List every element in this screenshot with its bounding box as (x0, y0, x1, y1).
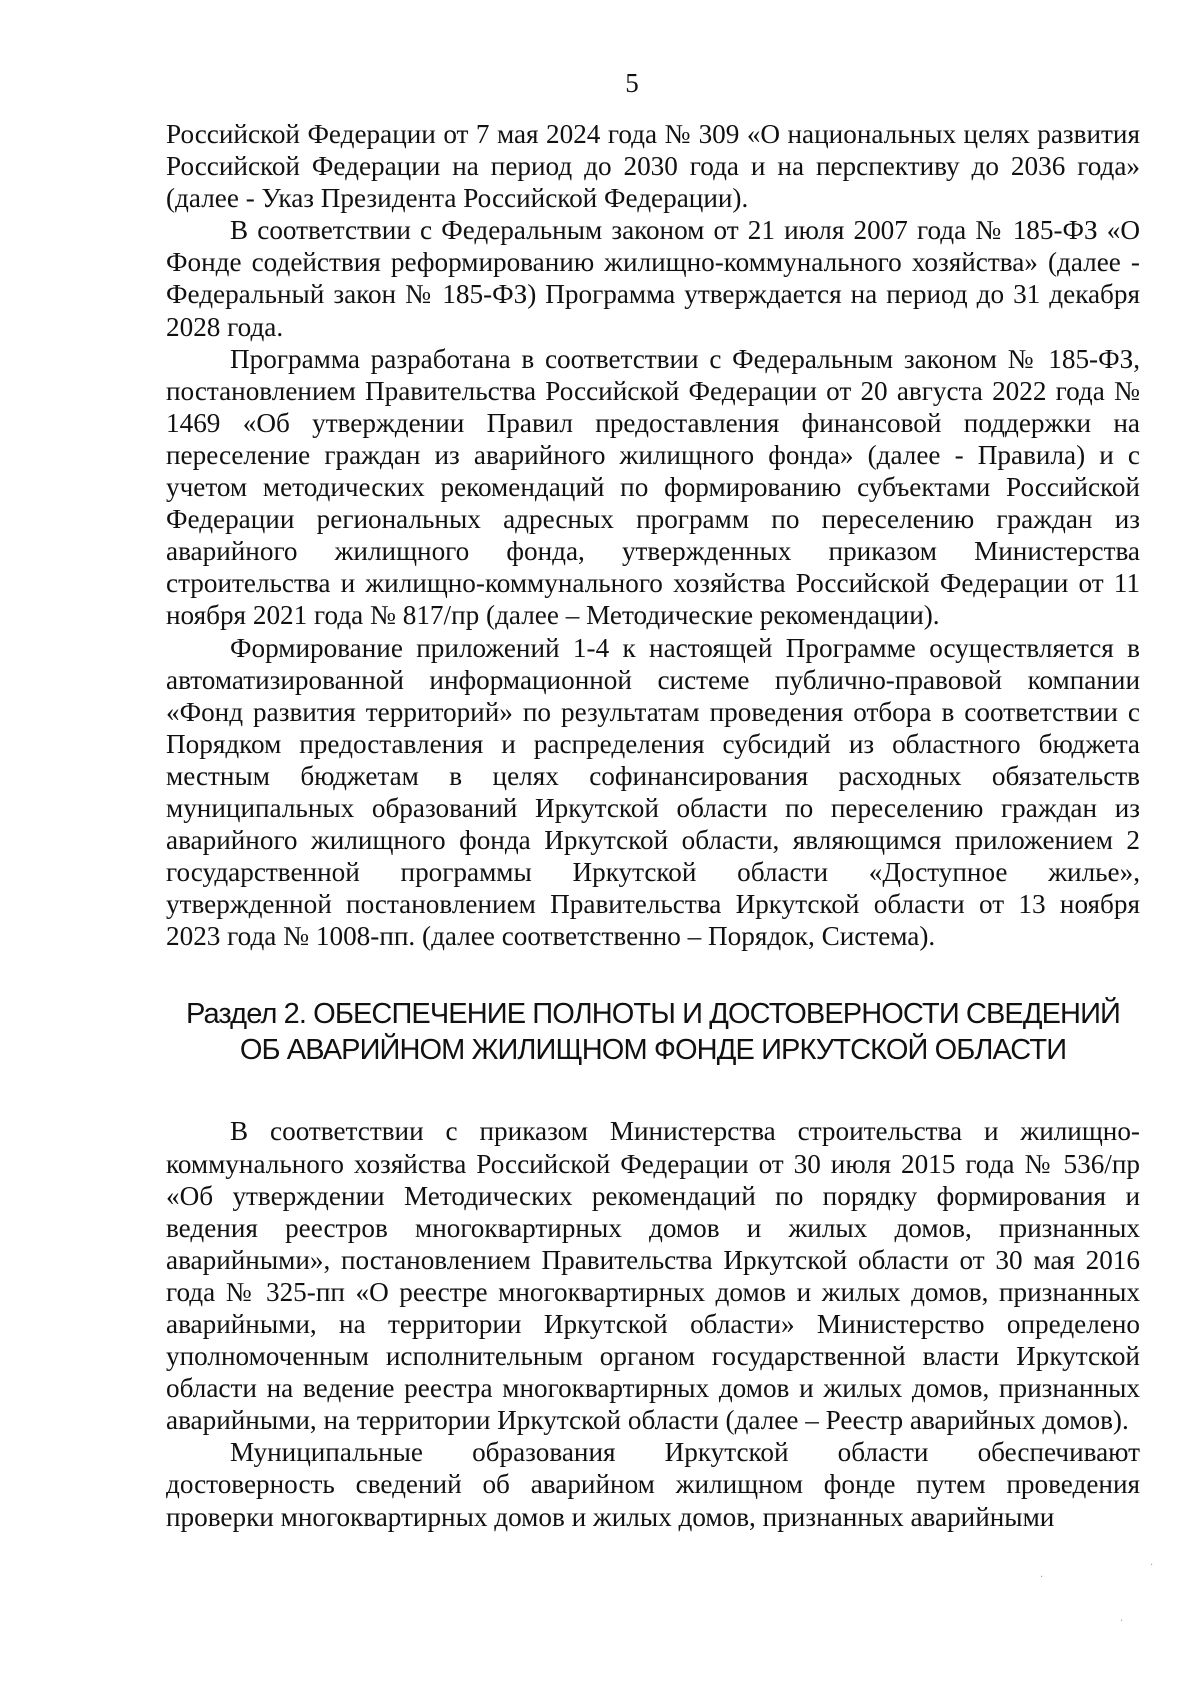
paragraph-federal-law-185: В соответствии с Федеральным законом от 21 июля 2007 года № 185-ФЗ «О Фонде содействия реформированию жилищно-коммунального хозяйства» (далее - Федеральный закон № 185-ФЗ) Программа утверждается на период до 31 декабря 2028 года. (166, 215, 1140, 342)
section-2-heading-line-2: ОБ АВАРИЙНОМ ЖИЛИЩНОМ ФОНДЕ ИРКУТСКОЙ ОБЛАСТИ (239, 1034, 1067, 1067)
paragraph-program-development: Программа разработана в соответствии с Федеральным законом № 185-ФЗ, постановлением Правительства Российской Федерации от 20 августа 2022 года № 1469 «Об утверждении Правил предоставления финансовой поддержки на переселение граждан из аварийного жилищного фонда» (далее - Правила) и с учетом методических рекомендаций по формированию субъектами Российской Федерации региональных адресных программ по переселению граждан из аварийного жилищного фонда, утвержденных приказом Министерства строительства и жилищно-коммунального хозяйства Российской Федерации от 11 ноября 2021 года № 817/пр (далее – Методические рекомендации). (166, 343, 1140, 631)
paragraph-continuation: Российской Федерации от 7 мая 2024 года № 309 «О национальных целях развития Российской Федерации на период до 2030 года и на перспективу до 2036 года» (далее - Указ Президента Российской Федерации). (166, 119, 1140, 214)
section-2-heading (166, 996, 1140, 1068)
paragraph-registry-order: В соответствии с приказом Министерства строительства и жилищно-коммунального хозяйства Российской Федерации от 30 июля 2015 года № 536/пр «Об утверждении Методических рекомендаций по порядку формирования и ведения реестров многоквартирных домов и жилых домов, признанных аварийными», постановлением Правительства Иркутской области от 30 мая 2016 года № 325-пп «О реестре многоквартирных домов и жилых домов, признанных аварийными, на территории Иркутской области» Министерство определено уполномоченным исполнительным органом государственной власти Иркутской области на ведение реестра многоквартирных домов и жилых домов, признанных аварийными, на территории Иркутской области (далее – Реестр аварийных домов). (166, 1116, 1140, 1436)
page-number: 5 (625, 68, 639, 98)
section-2-heading-line-1: Раздел 2. ОБЕСПЕЧЕНИЕ ПОЛНОТЫ И ДОСТОВЕРНОСТИ СВЕДЕНИЙ (186, 998, 1120, 1031)
paragraph-appendices-formation: Формирование приложений 1-4 к настоящей Программе осуществляется в автоматизированной информационной системе публично-правовой компании «Фонд развития территорий» по результатам проведения отбора в соответствии с Порядком предоставления и распределения субсидий из областного бюджета местным бюджетам в целях софинансирования расходных обязательств муниципальных образований Иркутской области по переселению граждан из аварийного жилищного фонда Иркутской области, являющимся приложением 2 государственной программы Иркутской области «Доступное жилье», утвержденной постановлением Правительства Иркутской области от 13 ноября 2023 года № 1008-пп. (далее соответственно – Порядок, Система). (166, 632, 1140, 952)
scan-speck: · (1040, 1572, 1044, 1583)
document-body (166, 118, 1140, 1533)
scan-speck: · (1150, 1560, 1154, 1571)
paragraph-municipal-verification: Муниципальные образования Иркутской области обеспечивают достоверность сведений об аварийном жилищном фонде путем проведения проверки многоквартирных домов и жилых домов, признанных аварийными (166, 1437, 1140, 1532)
scan-speck: · (1120, 1616, 1124, 1627)
